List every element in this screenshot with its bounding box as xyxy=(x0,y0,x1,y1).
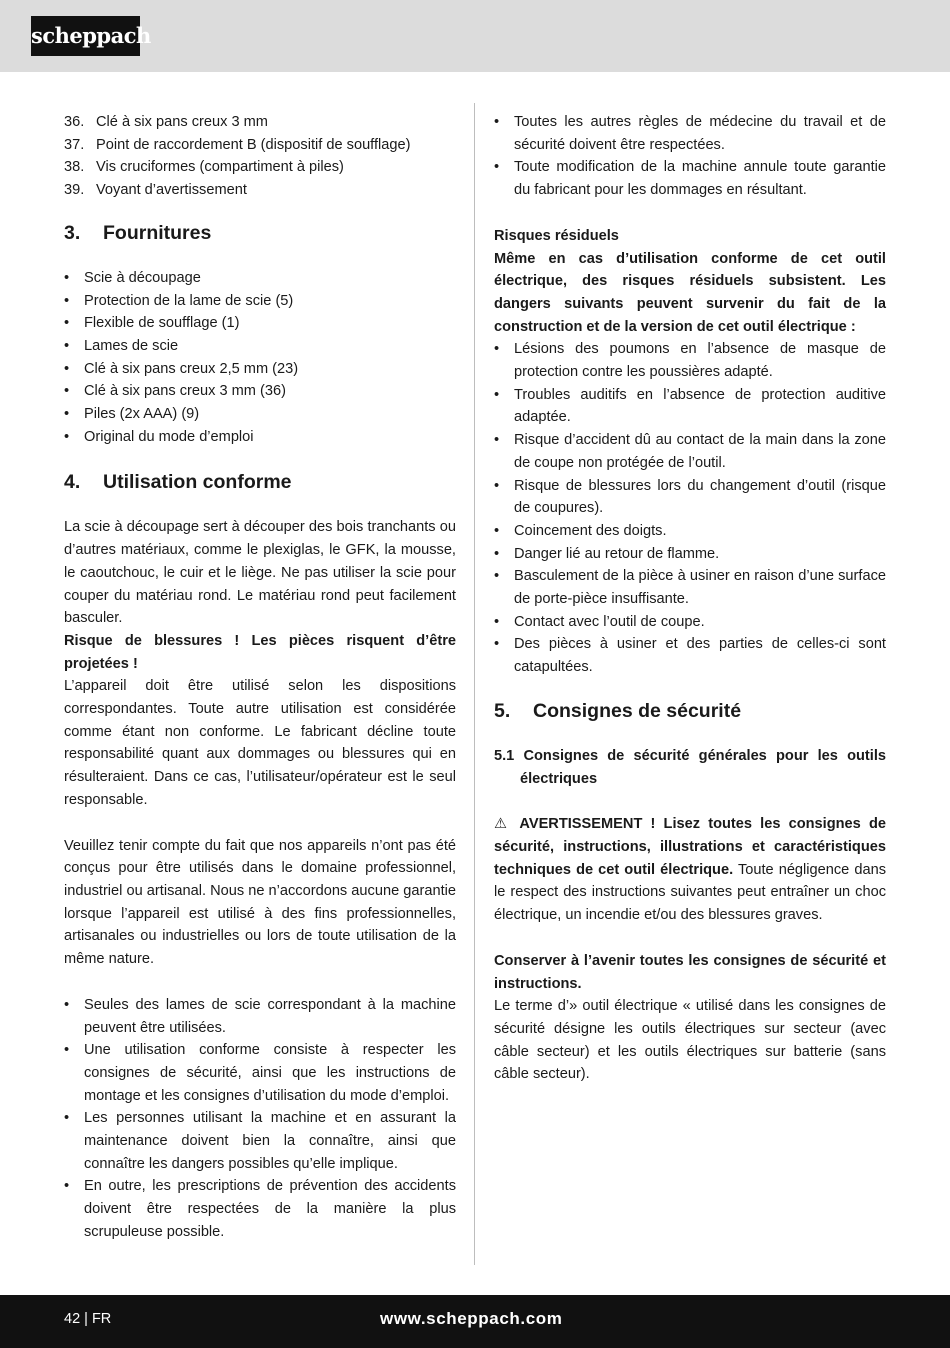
injury-warning: Risque de blessures ! Les pièces risquent d’être projetées ! xyxy=(64,632,456,672)
right-column xyxy=(494,111,886,1086)
column-divider xyxy=(474,103,475,1265)
list-item: • Danger lié au retour de flamme. xyxy=(494,543,886,566)
rules-bullets xyxy=(494,111,886,202)
list-item: 39. Voyant d’avertissement xyxy=(64,182,247,199)
list-item: • Clé à six pans creux 3 mm (36) xyxy=(64,380,456,403)
professional-use-paragraph: Veuillez tenir compte du fait que nos appareils n’ont pas été conçus pour être utilisés dans le domaine professionnel, industriel ou artisanal. Nous ne n’accordons aucune garantie lorsque l’appareil est utilisé à des fins professionnelles, artisanales ou industrielles ou lors de toute utilisation de la même nature. xyxy=(64,837,456,968)
power-tool-definition: Le terme d’» outil électrique « utilisé dans les consignes de sécurité désigne les outils électriques sur secteur (avec câble secteur) et les outils électriques sur batterie (sans câble secteur). xyxy=(494,998,886,1083)
page-footer xyxy=(0,1295,950,1348)
list-item: • Toutes les autres règles de médecine du travail et de sécurité doivent être respectées. xyxy=(494,111,886,156)
list-item: • Piles (2x AAA) (9) xyxy=(64,403,456,426)
supplies-list xyxy=(64,267,456,449)
list-item: • Clé à six pans creux 2,5 mm (23) xyxy=(64,358,456,381)
intended-use-bullets xyxy=(64,994,456,1244)
website-url: www.scheppach.com xyxy=(380,1309,563,1328)
list-item: • Lésions des poumons en l’absence de masque de protection contre les poussières adapté. xyxy=(494,338,886,383)
section-5-1-heading: 5.1 Consignes de sécurité générales pour les outils électriques xyxy=(494,747,886,787)
list-item: • Toute modification de la machine annule toute garantie du fabricant pour les dommages en résultant. xyxy=(494,156,886,201)
list-item: • Les personnes utilisant la machine et en assurant la maintenance doivent bien la connaître, ainsi que connaître les dangers possibles qu’elle implique. xyxy=(64,1107,456,1175)
parts-list xyxy=(64,111,456,202)
list-item: • Risque de blessures lors du changement d’outil (risque de coupures). xyxy=(494,475,886,520)
section-3-heading: 3. Fournitures xyxy=(64,221,212,244)
list-item: • Original du mode d’emploi xyxy=(64,426,456,449)
intended-use-paragraph: La scie à découpage sert à découper des bois tranchants ou d’autres matériaux, comme le plexiglas, le GFK, la mousse, le caoutchouc, le cuir et le liège. Ne pas utiliser la scie pour couper du matériau rond. Le matériau rond peut facilement basculer. xyxy=(64,519,456,627)
section-4-heading: 4. Utilisation conforme xyxy=(64,471,292,494)
section-5-heading: 5. Consignes de sécurité xyxy=(494,699,742,722)
list-item: • Lames de scie xyxy=(64,335,456,358)
list-item: • Coincement des doigts. xyxy=(494,520,886,543)
keep-instructions-heading: Conserver à l’avenir toutes les consignes de sécurité et instructions. xyxy=(494,952,886,992)
residual-risks-list xyxy=(494,338,886,679)
page-number: 42 | FR xyxy=(64,1311,112,1327)
page-header xyxy=(0,0,950,72)
list-item: • Basculement de la pièce à usiner en raison d’une surface de porte-pièce insuffisante. xyxy=(494,565,886,610)
list-item: • Risque d’accident dû au contact de la main dans la zone de coupe non protégée de l’outil. xyxy=(494,429,886,474)
list-item: • Contact avec l’outil de coupe. xyxy=(494,611,886,634)
list-item: 37. Point de raccordement B (dispositif de soufflage) xyxy=(64,136,411,153)
residual-risks-intro: Même en cas d’utilisation conforme de cet outil électrique, des risques résiduels subsistent. Les dangers suivants peuvent survenir du fait de la construction et de la version de cet outil électrique : xyxy=(494,250,886,335)
list-item: • Des pièces à usiner et des parties de celles-ci sont catapultées. xyxy=(494,633,886,678)
warning-paragraph: ⚠ AVERTISSEMENT ! Lisez toutes les consignes de sécurité, instructions, illustrations et caractéristiques techniques de cet outil électrique. Toute négligence dans le respect des instructions suivantes peut entraîner un choc électrique, un incendie et/ou des blessures graves. xyxy=(494,816,886,924)
list-item: • Une utilisation conforme consiste à respecter les consignes de sécurité, ainsi que les instructions de montage et les consignes d’utilisation du mode d’emploi. xyxy=(64,1039,456,1107)
list-item: 38. Vis cruciformes (compartiment à piles) xyxy=(64,159,344,176)
list-item: • En outre, les prescriptions de prévention des accidents doivent être respectées de la manière la plus scrupuleuse possible. xyxy=(64,1175,456,1243)
left-column xyxy=(64,111,456,1244)
list-item: • Seules des lames de scie correspondant à la machine peuvent être utilisées. xyxy=(64,994,456,1039)
list-item: • Scie à découpage xyxy=(64,267,456,290)
list-item: • Troubles auditifs en l’absence de protection auditive adaptée. xyxy=(494,384,886,429)
warning-triangle-icon: ⚠ xyxy=(494,816,512,833)
residual-risks-heading: Risques résiduels xyxy=(494,227,619,244)
list-item: • Flexible de soufflage (1) xyxy=(64,312,456,335)
list-item: 36. Clé à six pans creux 3 mm xyxy=(64,114,268,130)
scheppach-logo: scheppach xyxy=(31,16,140,56)
list-item: • Protection de la lame de scie (5) xyxy=(64,290,456,313)
responsibility-paragraph: L’appareil doit être utilisé selon les dispositions correspondantes. Toute autre utilisation est considérée comme étant non conforme. Le fabricant décline toute responsabilité quant aux dommages ou blessures qui en résulteraient. Dans ce cas, l’utilisateur/opérateur est le seul responsable. xyxy=(64,678,456,808)
